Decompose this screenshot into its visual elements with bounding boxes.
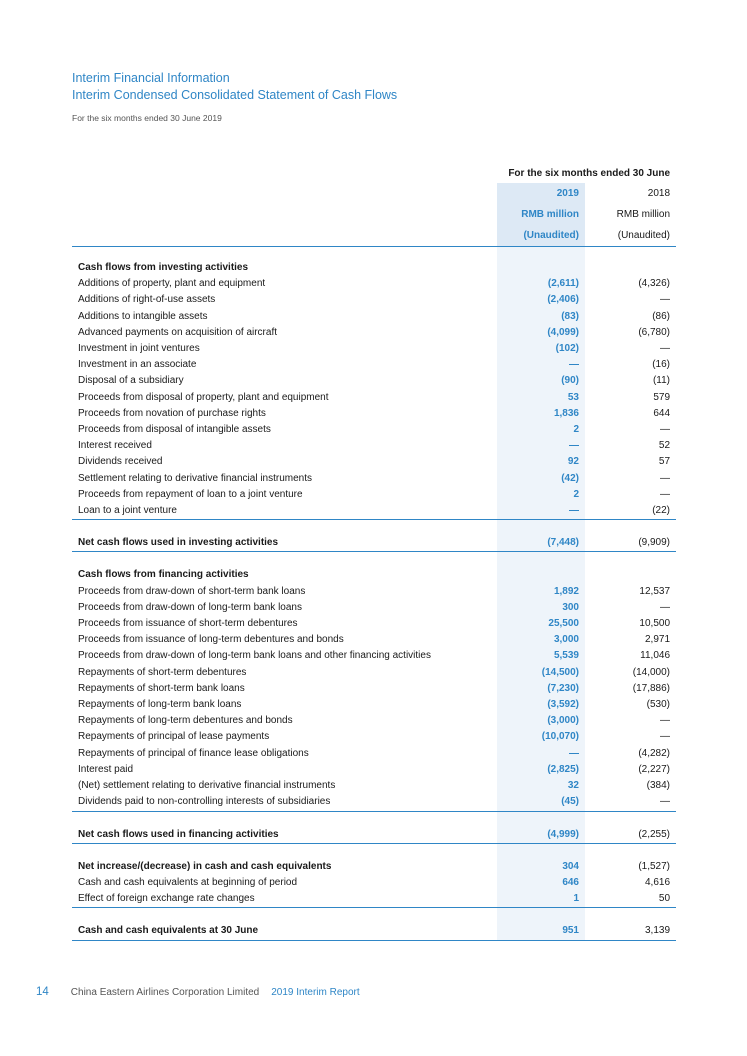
table-row: [72, 681, 676, 697]
table-row: [72, 713, 676, 729]
row-label: Repayments of short-term debentures: [78, 666, 247, 678]
value-2019: 1,836: [497, 406, 585, 422]
value-2019: 53: [497, 390, 585, 406]
value-2019: —: [497, 503, 585, 520]
value-2018: (9,909): [585, 535, 676, 552]
cash-flow-table-container: [72, 164, 676, 941]
value-2019: (102): [497, 341, 585, 357]
table-row: [72, 487, 676, 503]
value-2019: (2,825): [497, 762, 585, 778]
page-header: [72, 70, 397, 123]
value-2018: —: [660, 424, 671, 436]
table-row: [72, 665, 676, 681]
row-label: Disposal of a subsidiary: [78, 375, 184, 387]
subtotal-row: [72, 535, 676, 552]
value-2018: 2,971: [644, 634, 671, 646]
table-row: [72, 648, 676, 664]
value-2019: 3,000: [497, 632, 585, 648]
value-2018: 57: [658, 456, 671, 468]
value-2018: (22): [585, 503, 676, 520]
table-row: [72, 276, 676, 292]
closing-total-row: [72, 923, 676, 940]
row-label: Cash flows from financing activities: [78, 569, 249, 581]
value-2018: [585, 567, 676, 583]
value-2018: (4,282): [638, 747, 671, 759]
table-super-header: [72, 164, 676, 183]
spacer-row: [72, 843, 676, 859]
value-2018: (86): [652, 310, 671, 322]
row-label: Additions of right-of-use assets: [78, 294, 216, 306]
footer-report: 2019 Interim Report: [271, 987, 360, 998]
super-header-label: For the six months ended 30 June: [508, 168, 671, 179]
row-label: Investment in an associate: [78, 359, 197, 371]
value-2018: (1,527): [638, 860, 671, 872]
row-label: Net increase/(decrease) in cash and cash equivalents: [78, 860, 332, 872]
row-label: Dividends received: [78, 456, 163, 468]
value-2018: 644: [653, 407, 671, 419]
value-2018: (384): [646, 780, 671, 792]
subtotal-row: [72, 827, 676, 844]
row-label: Interest paid: [78, 763, 134, 775]
table-row: [72, 875, 676, 891]
table-row: [72, 471, 676, 487]
row-label: Repayments of principal of finance lease obligations: [78, 747, 309, 759]
table-row: [72, 778, 676, 794]
row-label: Proceeds from disposal of intangible assets: [78, 424, 271, 436]
value-2018: 12,537: [639, 585, 671, 597]
value-2019: (10,070): [497, 729, 585, 745]
row-label: Proceeds from novation of purchase rights: [78, 407, 266, 419]
row-label: Net cash flows used in financing activities: [72, 827, 497, 844]
row-label: Proceeds from draw-down of short-term bank loans: [78, 585, 306, 597]
value-2019: (90): [497, 373, 585, 389]
value-2019: 5,539: [497, 648, 585, 664]
table-row: [72, 503, 676, 520]
row-label: Proceeds from draw-down of long-term bank loans: [78, 601, 302, 613]
col-2019-status: (Unaudited): [497, 225, 585, 247]
value-2018: —: [660, 715, 671, 727]
value-2018: 10,500: [639, 618, 671, 630]
table-row: [72, 373, 676, 389]
row-label: Dividends paid to non-controlling interests of subsidiaries: [72, 794, 497, 811]
value-2019: (45): [497, 794, 585, 811]
row-label: Repayments of principal of lease payments: [78, 731, 270, 743]
value-2019: (3,000): [497, 713, 585, 729]
table-row: [72, 794, 676, 811]
row-label: Proceeds from repayment of loan to a joint venture: [78, 488, 303, 500]
value-2019: (7,230): [497, 681, 585, 697]
page-title: Interim Condensed Consolidated Statement of Cash Flows: [72, 88, 398, 102]
table-row: [72, 325, 676, 341]
value-2019: 304: [497, 859, 585, 875]
value-2019: 25,500: [497, 616, 585, 632]
row-label: Net cash flows used in investing activities: [72, 535, 497, 552]
value-2018: 52: [658, 440, 671, 452]
period-caption: For the six months ended 30 June 2019: [72, 113, 222, 123]
row-label: Proceeds from draw-down of long-term bank loans and other financing activities: [78, 650, 431, 662]
value-2019: 32: [497, 778, 585, 794]
value-2018: (17,886): [632, 682, 671, 694]
value-2019: [497, 260, 585, 276]
value-2019: 300: [497, 600, 585, 616]
table-row: [72, 309, 676, 325]
row-label: Proceeds from issuance of long-term debentures and bonds: [78, 634, 344, 646]
row-label: Effect of foreign exchange rate changes: [72, 891, 497, 908]
table-row: [72, 390, 676, 406]
value-2019: 646: [497, 875, 585, 891]
spacer-row: [72, 247, 676, 261]
table-row: [72, 729, 676, 745]
footer-company: China Eastern Airlines Corporation Limited: [70, 987, 260, 998]
value-2019: (42): [497, 471, 585, 487]
value-2018: (16): [652, 359, 671, 371]
table-row: [72, 292, 676, 308]
value-2019: (3,592): [497, 697, 585, 713]
row-label: Cash flows from investing activities: [78, 262, 249, 273]
subtotal-row: [72, 859, 676, 875]
year-header-row: [72, 183, 676, 204]
row-label: Repayments of short-term bank loans: [78, 682, 245, 694]
status-header-row: [72, 225, 676, 247]
value-2019: (7,448): [497, 535, 585, 552]
page-footer: [36, 986, 360, 998]
value-2019: 1,892: [497, 584, 585, 600]
table-row: [72, 632, 676, 648]
col-2019-year: 2019: [497, 183, 585, 204]
table-row: [72, 454, 676, 470]
section-title: Interim Financial Information: [72, 71, 230, 85]
row-label: Proceeds from issuance of short-term debentures: [78, 618, 298, 630]
value-2019: 951: [497, 923, 585, 940]
value-2019: 2: [497, 422, 585, 438]
spacer-row: [72, 552, 676, 568]
spacer-row: [72, 520, 676, 536]
value-2019: [497, 567, 585, 583]
table-row: [72, 341, 676, 357]
value-2018: —: [660, 488, 671, 500]
value-2018: (11): [652, 375, 671, 387]
cash-flow-table: [72, 164, 676, 941]
value-2019: (4,999): [497, 827, 585, 844]
row-label: Cash and cash equivalents at beginning of period: [78, 876, 298, 888]
row-label: Repayments of long-term debentures and bonds: [78, 715, 293, 727]
value-2019: 92: [497, 454, 585, 470]
table-row: [72, 438, 676, 454]
value-2019: —: [497, 438, 585, 454]
row-label: Additions to intangible assets: [78, 310, 208, 322]
col-2018-status: (Unaudited): [585, 225, 676, 247]
unit-header-row: [72, 204, 676, 225]
page-number: 14: [36, 986, 49, 998]
row-label: Additions of property, plant and equipment: [78, 278, 266, 290]
col-2018-unit: RMB million: [616, 209, 671, 220]
table-row: [72, 422, 676, 438]
table-row: [72, 746, 676, 762]
value-2018: —: [660, 472, 671, 484]
table-row: [72, 697, 676, 713]
col-2019-unit: RMB million: [497, 204, 585, 225]
value-2018: [585, 260, 676, 276]
value-2018: (4,326): [638, 278, 671, 290]
value-2018: —: [660, 601, 671, 613]
table-row: [72, 357, 676, 373]
value-2018: —: [585, 794, 676, 811]
row-label: Interest received: [78, 440, 152, 452]
value-2019: (2,611): [497, 276, 585, 292]
table-row: [72, 762, 676, 778]
row-label: Loan to a joint venture: [72, 503, 497, 520]
row-label: Cash and cash equivalents at 30 June: [72, 923, 497, 940]
table-row: [72, 891, 676, 908]
row-label: Proceeds from disposal of property, plant and equipment: [78, 391, 329, 403]
row-label: (Net) settlement relating to derivative financial instruments: [78, 780, 336, 792]
value-2018: 50: [585, 891, 676, 908]
table-row: [72, 600, 676, 616]
row-label: Investment in joint ventures: [78, 343, 200, 355]
spacer-row: [72, 811, 676, 827]
value-2019: (14,500): [497, 665, 585, 681]
value-2018: —: [660, 343, 671, 355]
table-row: [72, 616, 676, 632]
value-2018: —: [660, 294, 671, 306]
value-2018: 11,046: [640, 650, 671, 662]
value-2018: —: [660, 731, 671, 743]
value-2018: 4,616: [644, 876, 671, 888]
value-2019: —: [497, 357, 585, 373]
value-2018: (14,000): [632, 666, 671, 678]
value-2018: (2,255): [585, 827, 676, 844]
section-heading: [72, 567, 676, 583]
value-2019: —: [497, 746, 585, 762]
col-2018-year: 2018: [647, 188, 671, 199]
spacer-row: [72, 908, 676, 924]
value-2018: 3,139: [585, 923, 676, 940]
row-label: Repayments of long-term bank loans: [78, 699, 242, 711]
value-2019: (83): [497, 309, 585, 325]
value-2019: (2,406): [497, 292, 585, 308]
table-row: [72, 584, 676, 600]
section-heading: [72, 260, 676, 276]
value-2018: 579: [653, 391, 671, 403]
table-row: [72, 406, 676, 422]
value-2019: (4,099): [497, 325, 585, 341]
value-2018: (2,227): [638, 763, 671, 775]
row-label: Settlement relating to derivative financial instruments: [78, 472, 313, 484]
value-2018: (530): [646, 699, 671, 711]
value-2019: 2: [497, 487, 585, 503]
value-2018: (6,780): [638, 326, 671, 338]
value-2019: 1: [497, 891, 585, 908]
row-label: Advanced payments on acquisition of aircraft: [78, 326, 277, 338]
